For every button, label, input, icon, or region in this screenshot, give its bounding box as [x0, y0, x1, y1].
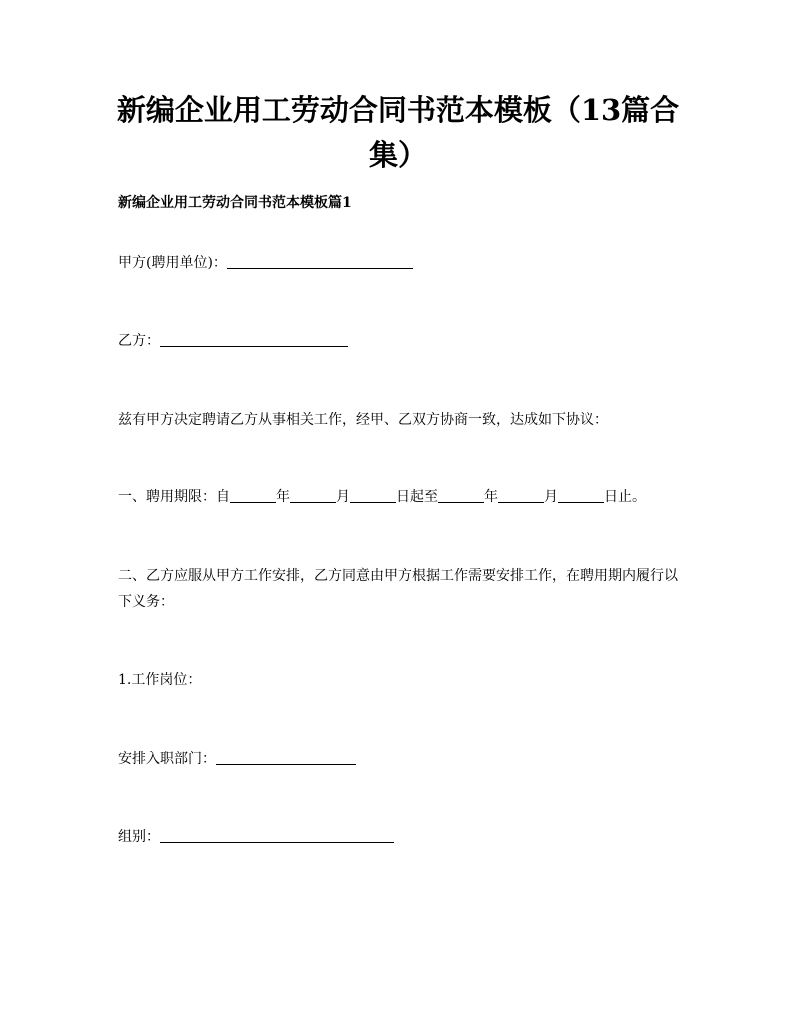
party-b-line: [118, 328, 348, 354]
section-title: 新编企业用工劳动合同书范本模板篇1: [118, 195, 352, 211]
term-blank-month-from: [290, 488, 336, 503]
term-year-to: 年: [484, 489, 498, 505]
department-line: [118, 746, 356, 772]
department-label: 安排入职部门：: [118, 751, 216, 767]
term-blank-year-to: [438, 488, 484, 503]
intro-paragraph: 兹有甲方决定聘请乙方从事相关工作，经甲、乙双方协商一致，达成如下协议：: [118, 412, 608, 428]
term-day-from: 日起至: [396, 489, 438, 505]
term-day-to: 日止。: [604, 489, 646, 505]
term-year-from: 年: [276, 489, 290, 505]
party-a-blank: [227, 254, 413, 269]
term-blank-day-to: [558, 488, 604, 503]
item-one-line: 1.工作岗位：: [118, 672, 202, 688]
clause-two-paragraph: 二、乙方应服从甲方工作安排，乙方同意由甲方根据工作需要安排工作，在聘用期内履行以下义务：: [118, 568, 678, 610]
term-blank-month-to: [498, 488, 544, 503]
term-clause: [118, 484, 646, 510]
term-month-from: 月: [336, 489, 350, 505]
department-blank: [216, 750, 356, 765]
group-label: 组别：: [118, 829, 160, 845]
document-title: 新编企业用工劳动合同书范本模板（13篇合集）: [116, 93, 680, 172]
party-b-label: 乙方：: [118, 333, 160, 349]
party-a-line: [118, 250, 413, 276]
party-a-label: 甲方(聘用单位)：: [118, 255, 227, 271]
term-prefix: 一、聘用期限：自: [118, 489, 230, 505]
group-blank: [160, 828, 394, 843]
term-month-to: 月: [544, 489, 558, 505]
party-b-blank: [160, 332, 348, 347]
group-line: [118, 824, 394, 850]
term-blank-day-from: [350, 488, 396, 503]
term-blank-year-from: [230, 488, 276, 503]
